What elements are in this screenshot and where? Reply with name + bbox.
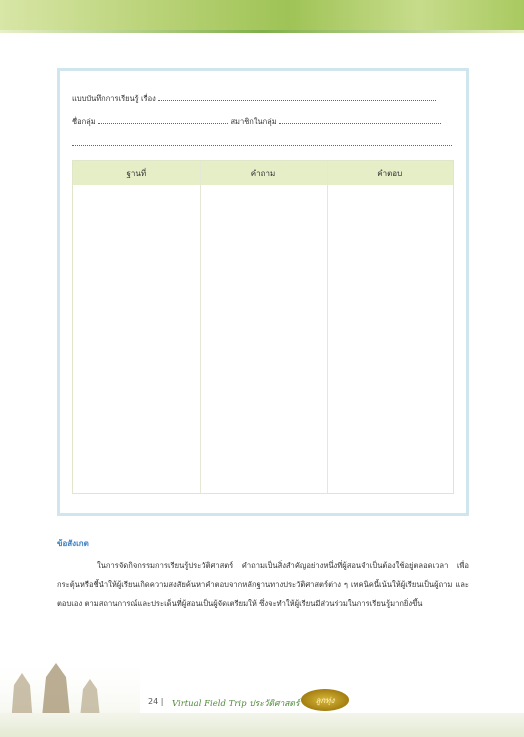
page-number: 24 | [148,697,164,706]
footer-band [0,713,524,737]
extra-fill-line [72,138,452,146]
answer-table [72,160,454,494]
notes-text: ในการจัดกิจกรรมการเรียนรู้ประวัติศาสตร์ คำถามเป็นสิ่งสำคัญอย่างหนึ่งที่ผู้สอนจำเป็นต้องใช้อยู่ตลอดเวลา เพื่อกระตุ้นหรือชี้นำให้ผู้เรียนเกิดความสงสัยค้นหาคำตอบจากหลักฐานทางประวัติศาสตร์ต่าง ๆ เทคนิคนี้เน้นให้ผู้เรียนเป็นผู้ถาม และตอบเอง ตามสถานการณ์และประเด็นที่ผู้สอนเป็นผู้จัดเตรียมให้ ซึ่งจะทำให้ผู้เรียนมีส่วนร่วมในการเรียนรู้มากยิ่งขึ้น [57,561,469,608]
form-members-label: สมาชิกในกลุ่ม [230,117,277,126]
footer-title: Virtual Field Trip ประวัติศาสตร์ [172,699,300,709]
header-divider [0,30,524,33]
title-fill-line [158,93,436,101]
form-title-label: แบบบันทึกการเรียนรู้ เรื่อง [72,94,156,103]
notes-paragraph [57,556,469,613]
header-band [0,0,524,30]
column-divider [327,161,328,493]
table-header [73,161,453,185]
form-group-line [72,116,441,128]
form-title-line [72,93,436,105]
header-station: ฐานที่ [126,168,147,178]
form-group-label: ชื่อกลุ่ม [72,117,96,126]
header-answer: คำตอบ [377,168,403,178]
notes-title: ข้อสังเกต [57,539,89,548]
form-extra-line [72,138,452,148]
header-question: คำถาม [250,168,276,178]
footer-logo: ลูกทุ่ง [301,689,349,711]
column-divider [200,161,201,493]
group-fill-line [98,116,228,124]
members-fill-line [279,116,441,124]
